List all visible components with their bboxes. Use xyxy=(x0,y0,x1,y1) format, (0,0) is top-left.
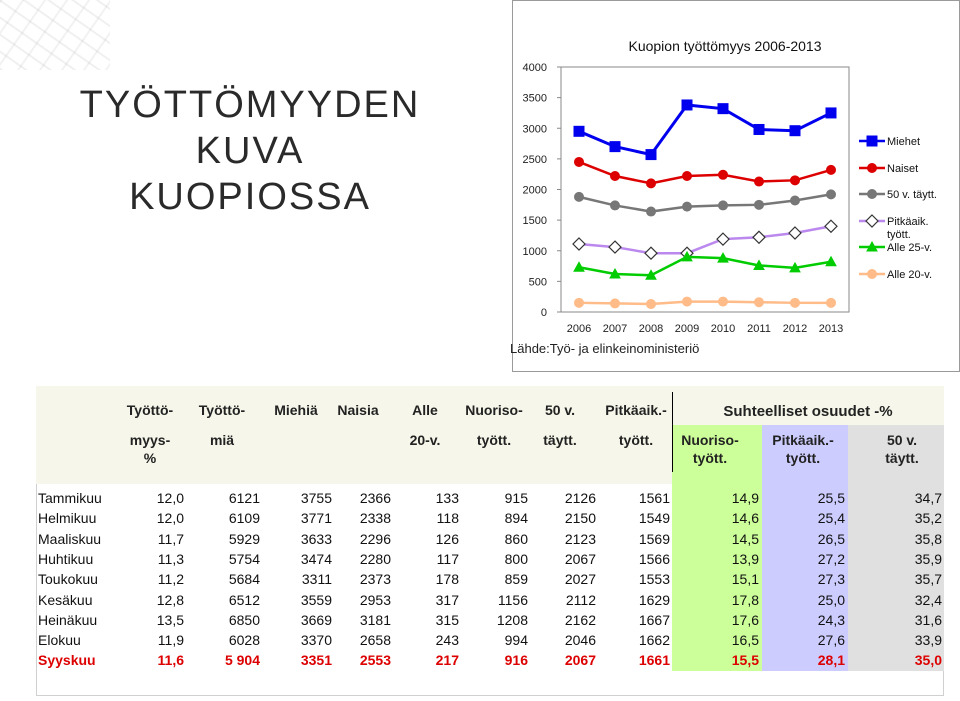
table-cell: 1549 xyxy=(638,510,670,527)
data-point xyxy=(827,298,836,307)
month-label: Huhtikuu xyxy=(38,550,94,567)
table-cell: 118 xyxy=(436,510,459,527)
legend-label: Miehet xyxy=(887,136,921,148)
table-cell: 2553 xyxy=(359,652,391,669)
header-cell: Miehiä xyxy=(274,402,318,418)
table-cell: 1662 xyxy=(638,632,670,649)
month-label: Maaliskuu xyxy=(38,530,102,547)
data-point xyxy=(575,298,584,307)
table-cell: 11,9 xyxy=(157,632,184,649)
data-point xyxy=(790,126,800,136)
table-cell: 3311 xyxy=(301,571,332,588)
table-cell: 13,9 xyxy=(731,550,759,567)
table-cell: 2067 xyxy=(564,550,596,567)
table-cell: 14,9 xyxy=(731,490,759,506)
table-cell: 17,6 xyxy=(731,611,759,628)
table-cell: 25,4 xyxy=(817,510,845,527)
table-cell: 3771 xyxy=(300,510,332,527)
table-cell: 178 xyxy=(435,571,459,588)
y-tick-label: 0 xyxy=(540,307,547,319)
table-cell: 25,5 xyxy=(817,490,845,506)
data-point xyxy=(683,172,692,181)
data-point xyxy=(682,100,692,110)
table-cell: 2162 xyxy=(564,611,596,628)
map-background xyxy=(0,0,110,70)
x-tick-label: 2008 xyxy=(638,323,664,335)
table-cell: 1553 xyxy=(638,571,670,588)
table-row xyxy=(0,571,960,591)
table-cell: 217 xyxy=(435,652,459,669)
table-cell: 1156 xyxy=(497,591,528,608)
table-cell: 317 xyxy=(435,591,459,608)
table-cell: 24,3 xyxy=(817,611,845,628)
table-cell: 16,5 xyxy=(731,632,759,649)
header-cell-line2: myys- xyxy=(129,432,171,448)
table-row xyxy=(0,592,960,612)
data-point xyxy=(647,179,656,188)
data-point xyxy=(718,104,728,114)
chart-title: Kuopion työttömyys 2006-2013 xyxy=(628,38,822,54)
table-cell: 243 xyxy=(435,632,459,649)
y-tick-label: 2500 xyxy=(522,153,547,166)
table-cell: 2658 xyxy=(359,632,391,649)
table-cell: 15,5 xyxy=(731,652,759,669)
x-tick-label: 2009 xyxy=(674,323,700,335)
y-tick-label: 3500 xyxy=(522,92,547,105)
data-point xyxy=(646,150,656,160)
month-label: Helmikuu xyxy=(38,510,97,527)
table-cell: 860 xyxy=(504,530,528,547)
legend-marker xyxy=(868,270,877,279)
header-cell: Naisia xyxy=(337,402,379,418)
data-point xyxy=(827,165,836,174)
data-point xyxy=(683,202,692,211)
y-tick-label: 3000 xyxy=(522,123,547,136)
table-row xyxy=(0,551,960,571)
data-point xyxy=(719,170,728,179)
header-cell-line2: miä xyxy=(209,432,235,448)
header-cell: Nuoriso- xyxy=(465,402,523,418)
table-cell: 5929 xyxy=(228,530,260,547)
table-cell: 5754 xyxy=(228,550,260,567)
data-point xyxy=(647,300,656,309)
table-cell: 35,0 xyxy=(914,652,942,669)
table-cell: 859 xyxy=(504,571,528,588)
data-point xyxy=(683,297,692,306)
x-tick-label: 2006 xyxy=(566,323,592,335)
data-point xyxy=(611,172,620,181)
legend-label: Alle 20-v. xyxy=(887,269,933,281)
table-cell: 35,8 xyxy=(914,530,942,547)
legend-marker xyxy=(868,190,877,199)
month-label: Tammikuu xyxy=(38,490,102,506)
table-cell: 6850 xyxy=(228,611,260,628)
table-cell: 2126 xyxy=(564,490,596,506)
legend-marker xyxy=(868,164,877,173)
table-cell: 2027 xyxy=(564,571,596,588)
table-cell: 32,4 xyxy=(914,591,942,608)
table-cell: 27,2 xyxy=(817,550,845,567)
header-cell: Työttö- xyxy=(198,402,246,418)
data-point xyxy=(719,297,728,306)
table-cell: 2296 xyxy=(359,530,391,547)
table-cell: 3633 xyxy=(300,530,332,547)
header-percent: % xyxy=(143,450,157,466)
table-row xyxy=(0,652,960,672)
table-cell: 3669 xyxy=(300,611,332,628)
table-cell: 12,0 xyxy=(156,490,184,506)
table-cell: 11,7 xyxy=(157,530,184,547)
table-cell: 15,1 xyxy=(731,571,759,588)
table-cell: 3559 xyxy=(300,591,332,608)
relative-header-cell: tyött. xyxy=(692,450,728,466)
table-cell: 1569 xyxy=(638,530,670,547)
data-point xyxy=(754,124,764,134)
table-cell: 2280 xyxy=(359,550,391,567)
header-cell-line2: tyött. xyxy=(476,432,512,448)
data-point xyxy=(791,298,800,307)
table-cell: 26,5 xyxy=(817,530,845,547)
table-cell: 1629 xyxy=(638,591,670,608)
data-point xyxy=(755,298,764,307)
table-cell: 31,6 xyxy=(914,611,942,628)
legend-marker xyxy=(867,136,877,146)
table-cell: 915 xyxy=(504,490,528,506)
table-cell: 3474 xyxy=(300,550,332,567)
table-cell: 916 xyxy=(504,652,528,669)
table-row xyxy=(0,531,960,551)
table-cell: 994 xyxy=(504,632,528,649)
header-cell-line2: 20-v. xyxy=(409,432,441,448)
title-line-1: TYÖTTÖMYYDEN xyxy=(79,84,421,126)
relative-shares-title: Suhteelliset osuudet -% xyxy=(723,403,893,420)
table-cell: 1667 xyxy=(638,611,670,628)
table-cell: 6028 xyxy=(228,632,260,649)
relative-header-cell: täytt. xyxy=(885,450,919,466)
table-cell: 133 xyxy=(435,490,459,506)
table-cell: 33,9 xyxy=(914,632,942,649)
table-cell: 2953 xyxy=(359,591,391,608)
y-tick-label: 4000 xyxy=(522,62,547,74)
table-cell: 2338 xyxy=(359,510,391,527)
table-cell: 5 904 xyxy=(224,652,260,669)
table-cell: 34,7 xyxy=(914,490,942,506)
table-cell: 6109 xyxy=(228,510,260,527)
table-cell: 800 xyxy=(504,550,528,567)
table-cell: 894 xyxy=(504,510,528,527)
month-label: Heinäkuu xyxy=(38,611,98,628)
slide-title xyxy=(60,82,440,220)
data-point xyxy=(755,200,764,209)
table-cell: 2150 xyxy=(564,510,596,527)
table-cell: 12,0 xyxy=(156,510,184,527)
x-tick-label: 2010 xyxy=(710,323,736,335)
header-cell: Työttö- xyxy=(126,402,174,418)
relative-header-cell: Nuoriso- xyxy=(681,432,739,448)
data-point xyxy=(755,177,764,186)
table-cell: 2373 xyxy=(359,571,391,588)
table-cell: 14,5 xyxy=(731,530,759,547)
month-label: Elokuu xyxy=(38,632,81,649)
legend-label: tyött. xyxy=(887,229,911,241)
x-tick-label: 2007 xyxy=(602,323,628,335)
month-label: Kesäkuu xyxy=(38,591,93,608)
table-cell: 126 xyxy=(435,530,459,547)
header-cell: 50 v. xyxy=(544,402,576,418)
data-point xyxy=(791,196,800,205)
y-tick-label: 500 xyxy=(528,276,547,289)
table-cell: 14,6 xyxy=(731,510,759,527)
data-point xyxy=(719,201,728,210)
title-line-3: KUOPIOSSA xyxy=(129,176,371,218)
table-cell: 25,0 xyxy=(817,591,845,608)
month-label: Syyskuu xyxy=(38,652,96,669)
table-cell: 1208 xyxy=(496,611,528,628)
table-cell: 27,6 xyxy=(817,632,845,649)
table-cell: 11,6 xyxy=(157,652,184,669)
table-cell: 2112 xyxy=(565,591,596,608)
data-point xyxy=(611,201,620,210)
table-cell: 28,1 xyxy=(817,652,845,669)
table-row xyxy=(0,632,960,652)
table-cell: 35,7 xyxy=(914,571,942,588)
table-cell: 3351 xyxy=(300,652,332,669)
table-cell: 2123 xyxy=(564,530,596,547)
header-cell: Alle xyxy=(412,402,438,418)
data-point xyxy=(575,157,584,166)
source-note: Lähde:Työ- ja elinkeinoministeriö xyxy=(510,341,700,356)
table-cell: 1561 xyxy=(638,490,670,506)
data-point xyxy=(791,176,800,185)
table-cell: 35,2 xyxy=(914,510,942,527)
data-point xyxy=(647,207,656,216)
data-point xyxy=(610,142,620,152)
header-cell-line2: täytt. xyxy=(543,432,577,448)
table-cell: 315 xyxy=(435,611,459,628)
legend-label: Naiset xyxy=(887,163,919,175)
table-cell: 1661 xyxy=(638,652,670,669)
legend-marker xyxy=(866,215,878,227)
relative-header-cell: 50 v. xyxy=(886,432,918,448)
table-cell: 11,3 xyxy=(157,550,184,567)
x-tick-label: 2011 xyxy=(747,323,771,335)
table-cell: 3181 xyxy=(359,611,391,628)
table-row xyxy=(0,612,960,632)
data-point xyxy=(574,126,584,136)
data-point xyxy=(827,190,836,199)
title-line-2: KUVA xyxy=(195,130,305,172)
relative-header-cell: Pitkäaik.- xyxy=(772,432,834,448)
line-chart xyxy=(512,0,960,372)
table-cell: 2366 xyxy=(359,490,391,506)
data-point xyxy=(826,108,836,118)
table-cell: 2046 xyxy=(564,632,596,649)
table-cell: 11,2 xyxy=(157,571,184,588)
x-tick-label: 2012 xyxy=(782,323,808,335)
table-cell: 12,8 xyxy=(156,591,184,608)
table-cell: 3370 xyxy=(300,632,332,649)
table-cell: 3755 xyxy=(300,490,332,506)
table-cell: 27,3 xyxy=(817,571,845,588)
plot-area xyxy=(561,67,849,312)
chart-svg xyxy=(513,1,959,371)
table-cell: 13,5 xyxy=(156,611,184,628)
table-row xyxy=(0,490,960,510)
table-row xyxy=(0,510,960,530)
table-cell: 1566 xyxy=(638,550,670,567)
table-cell: 117 xyxy=(436,550,459,567)
y-tick-label: 2000 xyxy=(522,184,547,197)
header-cell: Pitkäaik.- xyxy=(605,402,667,418)
table-cell: 2067 xyxy=(564,652,596,669)
legend-label: Alle 25-v. xyxy=(887,242,933,254)
header-cell-line2: tyött. xyxy=(618,432,654,448)
table-cell: 35,9 xyxy=(914,550,942,567)
y-tick-label: 1000 xyxy=(522,245,547,258)
table-cell: 17,8 xyxy=(731,591,759,608)
table-cell: 6512 xyxy=(228,591,260,608)
data-point xyxy=(575,192,584,201)
y-tick-label: 1500 xyxy=(522,215,547,228)
x-tick-label: 2013 xyxy=(818,323,844,335)
data-point xyxy=(611,299,620,308)
table-cell: 5684 xyxy=(228,571,260,588)
month-label: Toukokuu xyxy=(38,571,98,588)
legend-label: Pitkäaik. xyxy=(887,216,929,228)
relative-header-cell: tyött. xyxy=(785,450,821,466)
legend-label: 50 v. täytt. xyxy=(887,189,937,201)
table-cell: 6121 xyxy=(228,490,260,506)
